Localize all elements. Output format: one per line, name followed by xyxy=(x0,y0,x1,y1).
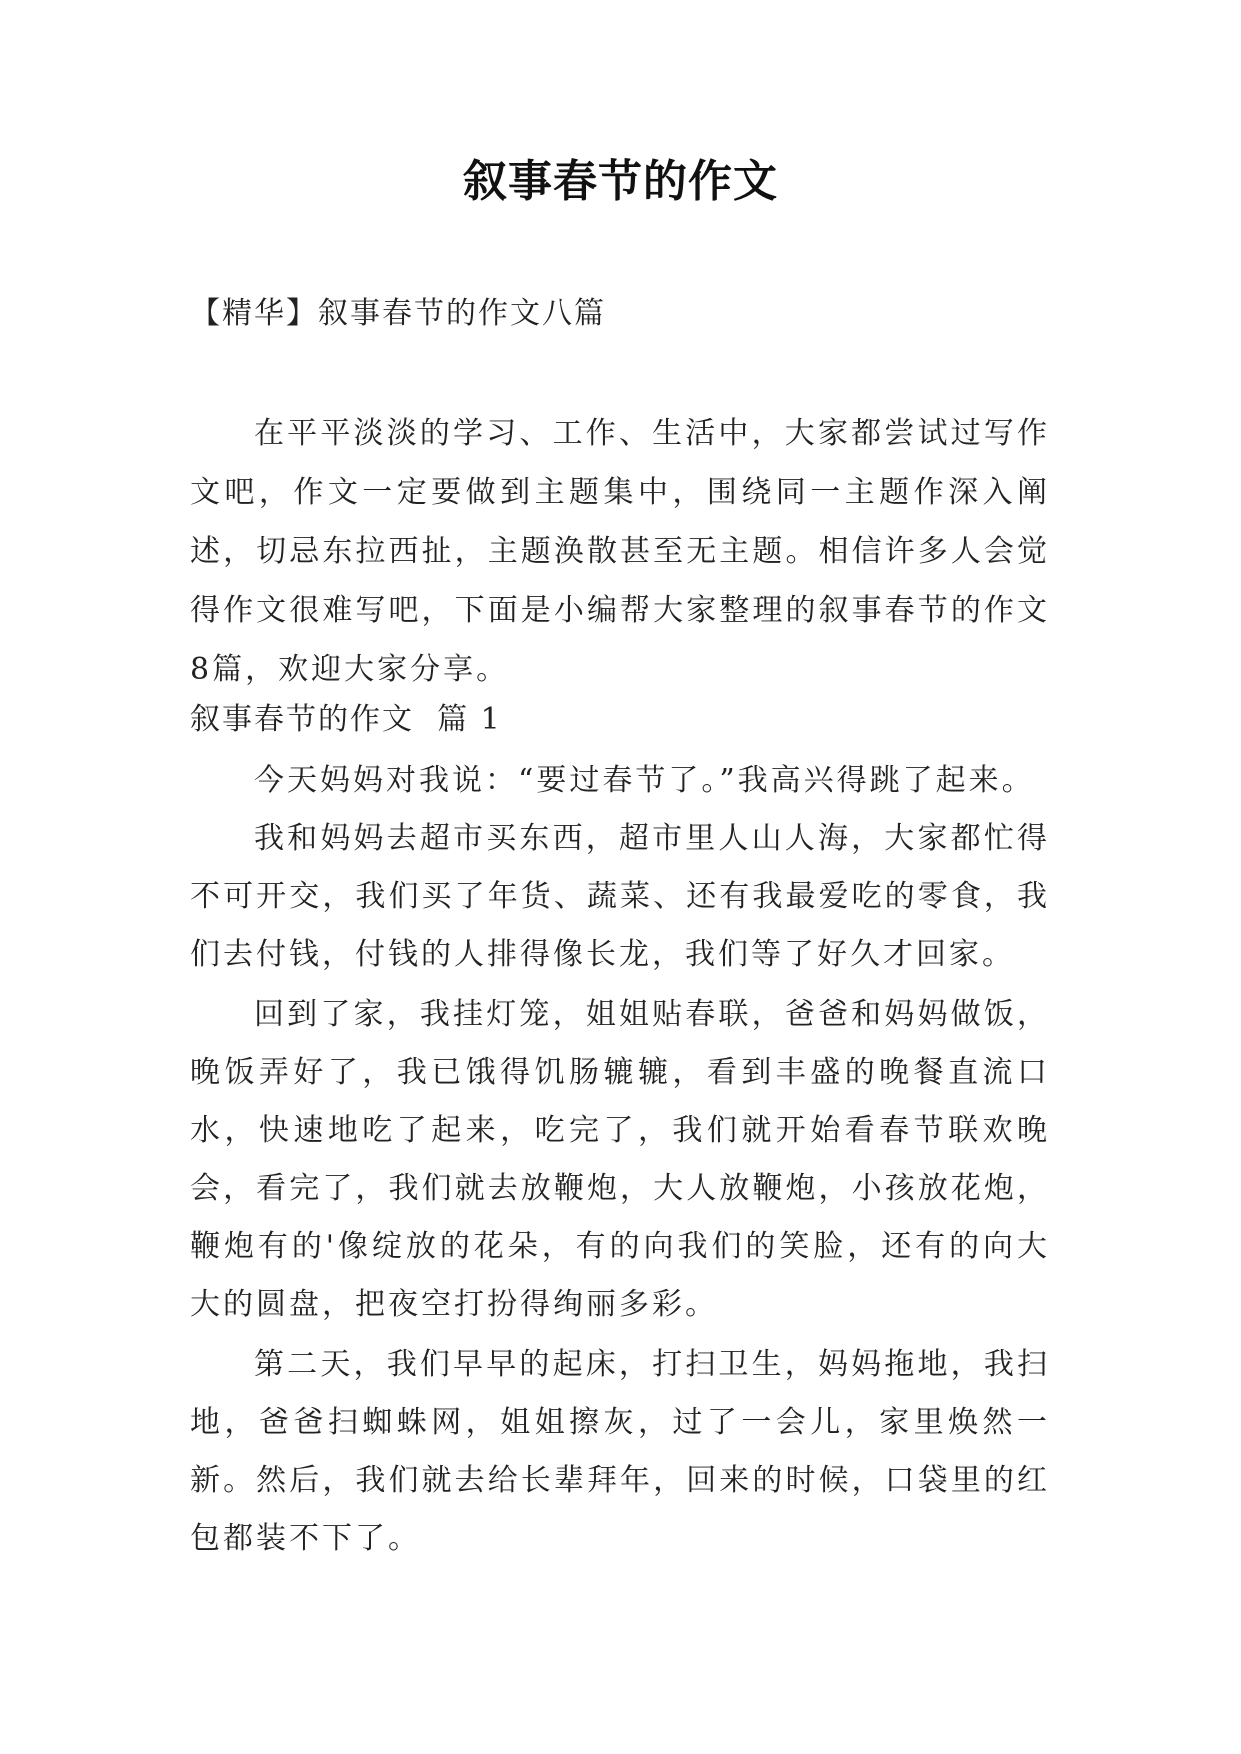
intro-paragraph: 在平平淡淡的学习、工作、生活中，大家都尝试过写作文吧，作文一定要做到主题集中，围绕同一主题作深入阐述，切忌东拉西扯，主题涣散甚至无主题。相信许多人会觉得作文很难写吧，下面是小编帮大家整理的叙事春节的作文8篇，欢迎大家分享。 xyxy=(190,416,1050,687)
body-paragraph-4: 第二天，我们早早的起床，打扫卫生，妈妈拖地，我扫地，爸爸扫蜘蛛网，姐姐擦灰，过了一会儿，家里焕然一新。然后，我们就去给长辈拜年，回来的时候，口袋里的红包都装不下了。 xyxy=(190,1347,1050,1556)
document-title: 叙事春节的作文 xyxy=(463,156,778,207)
body-paragraph-2: 我和妈妈去超市买东西，超市里人山人海，大家都忙得不可开交，我们买了年货、蔬菜、还有我最爱吃的零食，我们去付钱，付钱的人排得像长龙，我们等了好久才回家。 xyxy=(190,821,1050,972)
body-paragraph-3: 回到了家，我挂灯笼，姐姐贴春联，爸爸和妈妈做饭，晚饭弄好了，我已饿得饥肠辘辘，看到丰盛的晚餐直流口水，快速地吃了起来，吃完了，我们就开始看春节联欢晚会，看完了，我们就去放鞭炮，大人放鞭炮，小孩放花炮，鞭炮有的'像绽放的花朵，有的向我们的笑脸，还有的向大大的圆盘，把夜空打扮得绚丽多彩。 xyxy=(190,997,1050,1322)
section-heading: 叙事春节的作文 篇 1 xyxy=(190,702,502,737)
document-subtitle: 【精华】叙事春节的作文八篇 xyxy=(190,296,606,331)
body-paragraph-1: 今天妈妈对我说：“要过春节了。”我高兴得跳了起来。 xyxy=(254,763,1035,798)
